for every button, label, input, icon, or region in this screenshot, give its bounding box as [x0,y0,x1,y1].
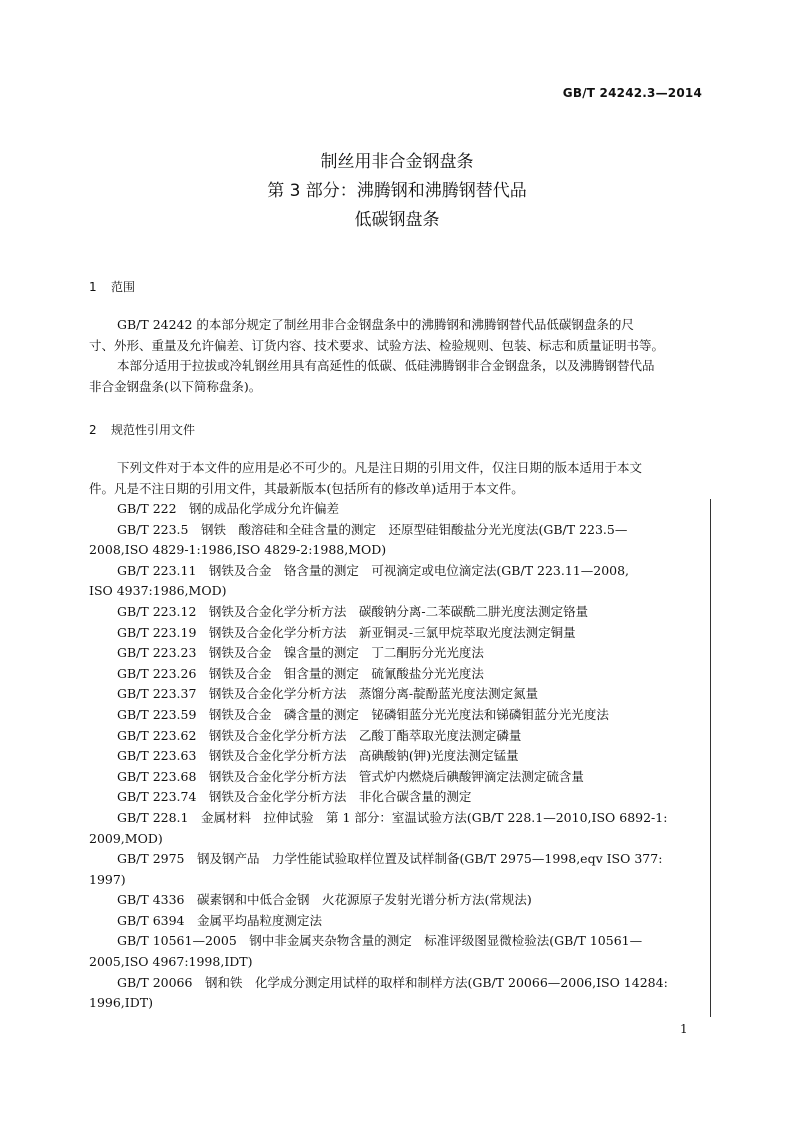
references-intro-line-1: 下列文件对于本文件的应用是必不可少的。凡是注日期的引用文件，仅注日期的版本适用于本文 [117,460,643,475]
reference-item [89,726,705,747]
reference-line-continued: 1997) [89,871,126,887]
scope-p2-line-1: 本部分适用于拉拔或冷轧钢丝用具有高延性的低碳、低硅沸腾钢非合金钢盘条，以及沸腾钢替代品 [117,358,655,373]
reference-line: GB/T 4336 碳素钢和中低合金钢 火花源原子发射光谱分析方法(常规法) [117,892,532,908]
reference-line-continued: 2009,MOD) [89,830,163,846]
standard-code: GB/T 24242.3—2014 [562,86,702,100]
reference-item [89,664,705,685]
reference-line: GB/T 223.37 钢铁及合金化学分析方法 蒸馏分离-靛酚蓝光度法测定氮量 [117,686,539,702]
reference-item [89,643,705,664]
reference-item [89,890,705,911]
reference-line: GB/T 228.1 金属材料 拉伸试验 第 1 部分：室温试验方法(GB/T 228.1—2010,ISO 6892-1: [117,809,668,825]
scope-p2-line-2: 非合金钢盘条(以下简称盘条)。 [89,378,262,394]
section-2-title: 规范性引用文件 [111,423,196,437]
references-intro [89,458,705,499]
reference-line: GB/T 223.19 钢铁及合金化学分析方法 新亚铜灵-三氯甲烷萃取光度法测定铜量 [117,624,576,640]
section-2-heading [89,421,195,438]
reference-line-continued: 2008,ISO 4829-1:1986,ISO 4829-2:1988,MOD) [89,542,387,558]
reference-line: GB/T 223.74 钢铁及合金化学分析方法 非化合碳含量的测定 [117,789,472,805]
reference-line: GB/T 222 钢的成品化学成分允许偏差 [117,501,340,516]
section-1-title: 范围 [111,280,136,294]
scope-paragraph-2 [89,356,705,397]
reference-line: GB/T 223.68 钢铁及合金化学分析方法 管式炉内燃烧后碘酸钾滴定法测定硫含量 [117,768,584,784]
reference-line: GB/T 223.12 钢铁及合金化学分析方法 碳酸钠分离-二苯碳酰二肼光度法测定铬量 [117,603,589,619]
reference-line-continued: 1996,IDT) [89,995,153,1011]
reference-line: GB/T 223.63 钢铁及合金化学分析方法 高碘酸钠(钾)光度法测定锰量 [117,748,519,764]
reference-line: GB/T 223.59 钢铁及合金 磷含量的测定 铋磷钼蓝分光光度法和锑磷钼蓝分光光度法 [117,706,609,722]
reference-item [89,746,705,767]
reference-item [89,684,705,705]
reference-line: GB/T 223.11 钢铁及合金 铬含量的测定 可视滴定或电位滴定法(GB/T 223.11—2008, [117,562,630,578]
page-number: 1 [680,1022,688,1036]
reference-item [89,808,705,849]
reference-line: GB/T 20066 钢和铁 化学成分测定用试样的取样和制样方法(GB/T 20066—2006,ISO 14284: [117,974,668,990]
section-1-number: 1 [89,280,97,294]
reference-item [89,499,705,520]
reference-item [89,911,705,932]
reference-item [89,973,705,1014]
reference-line: GB/T 223.5 钢铁 酸溶硅和全硅含量的测定 还原型硅钼酸盐分光光度法(GB/T 223.5— [117,521,628,537]
reference-line-continued: 2005,ISO 4967:1998,IDT) [89,954,253,970]
reference-item [89,849,705,890]
references-intro-line-2: 件。凡是不注日期的引用文件，其最新版本(包括所有的修改单)适用于本文件。 [89,480,524,496]
reference-line: GB/T 223.62 钢铁及合金化学分析方法 乙酸丁酯萃取光度法测定磷量 [117,727,522,743]
scope-paragraph-1 [89,315,705,356]
reference-list [89,499,705,1014]
scope-p1-line-1: GB/T 24242 的本部分规定了制丝用非合金钢盘条中的沸腾钢和沸腾钢替代品低碳钢盘条的尺 [117,317,634,332]
margin-rule [710,499,711,1017]
section-2-number: 2 [89,423,97,437]
reference-line: GB/T 223.23 钢铁及合金 镍含量的测定 丁二酮肟分光光度法 [117,645,484,661]
reference-item [89,767,705,788]
title-line-3: 低碳钢盘条 [354,210,440,230]
title-line-2: 第 3 部分：沸腾钢和沸腾钢替代品 [267,181,527,201]
reference-item [89,705,705,726]
reference-item [89,623,705,644]
section-1-heading [89,278,135,295]
title-line-1: 制丝用非合金钢盘条 [320,152,474,172]
reference-line: GB/T 223.26 钢铁及合金 钼含量的测定 硫氰酸盐分光光度法 [117,665,484,681]
scope-p1-line-2: 寸、外形、重量及允许偏差、订货内容、技术要求、试验方法、检验规则、包装、标志和质量证明书等。 [89,337,665,353]
reference-item [89,520,705,561]
reference-line-continued: ISO 4937:1986,MOD) [89,583,227,599]
reference-item [89,931,705,972]
document-title [0,148,794,235]
reference-line: GB/T 6394 金属平均晶粒度测定法 [117,912,323,928]
reference-item [89,561,705,602]
reference-item [89,602,705,623]
reference-line: GB/T 2975 钢及钢产品 力学性能试验取样位置及试样制备(GB/T 2975—1998,eqv ISO 377: [117,851,663,867]
reference-item [89,787,705,808]
reference-line: GB/T 10561—2005 钢中非金属夹杂物含量的测定 标准评级图显微检验法(GB/T 10561— [117,933,643,949]
